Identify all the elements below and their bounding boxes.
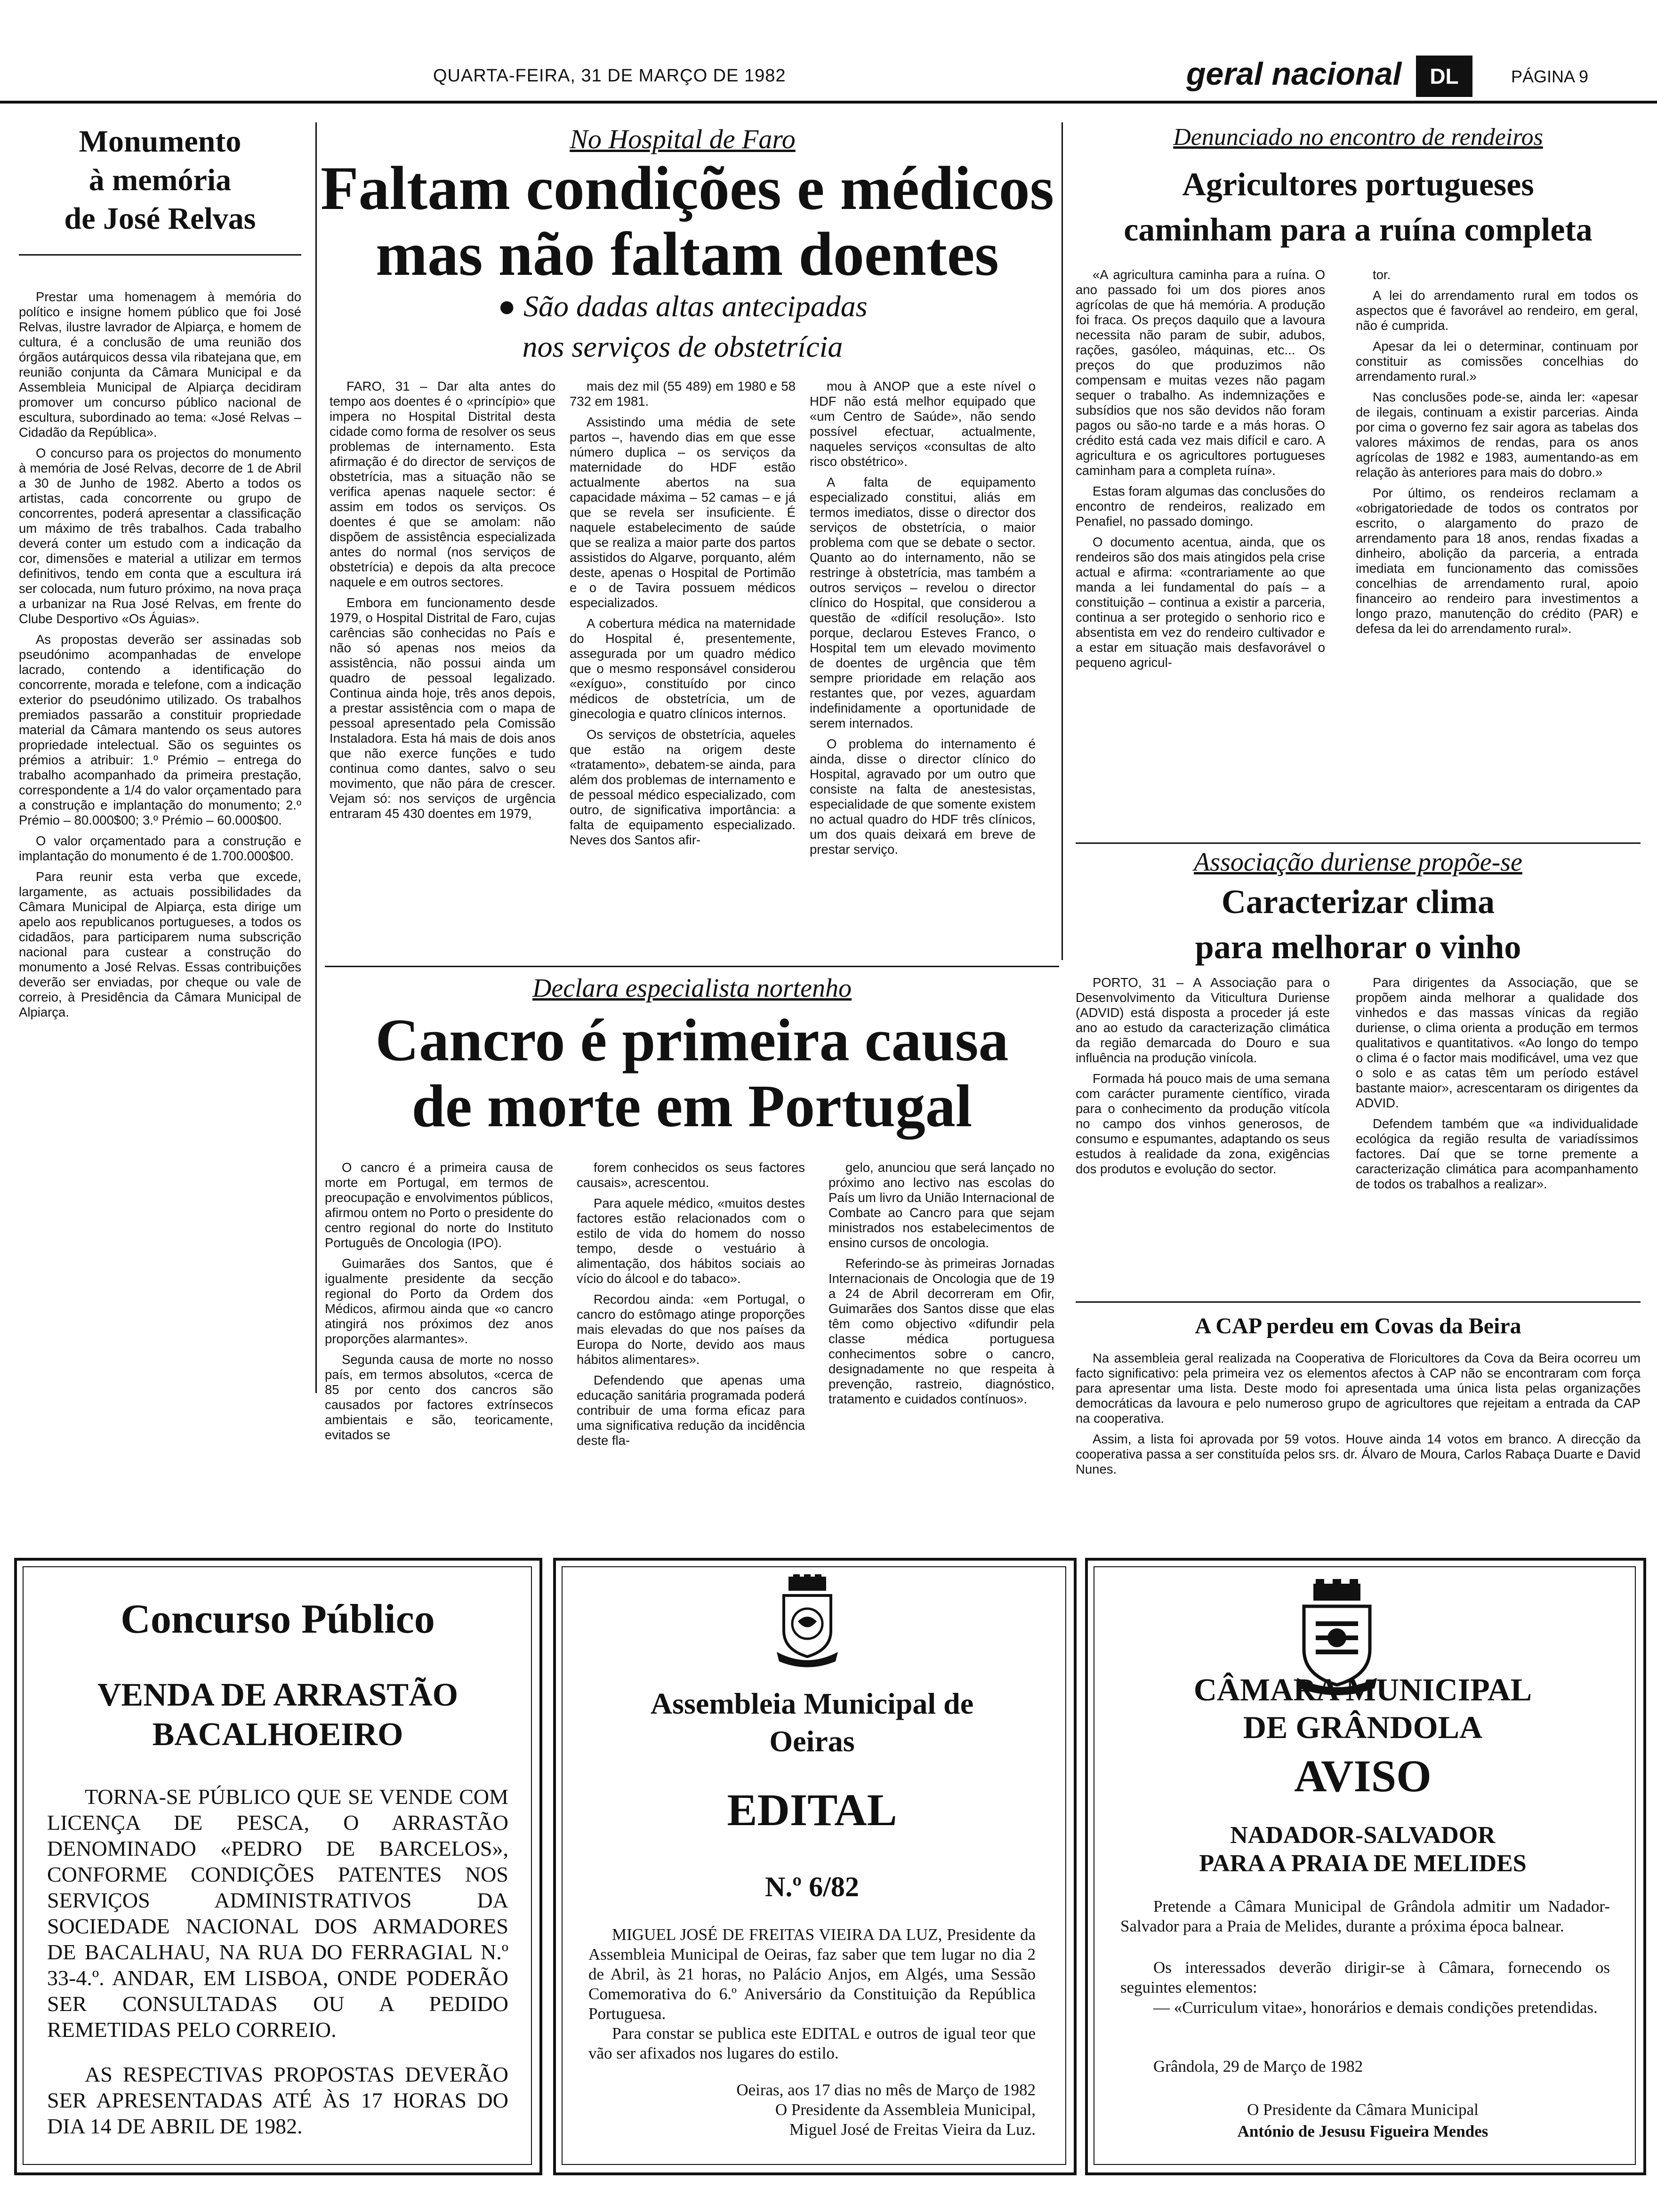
cancro-title-line1: Cancro é primeira causa (375, 1007, 1009, 1074)
oeiras-signer-name: Miguel José de Freitas Vieira da Luz. (789, 2120, 1036, 2139)
bullet-icon: ● (498, 289, 523, 323)
oeiras-body-2: Para constar se publica este EDITAL e outros de igual teor que vão ser afixados nos lugares do estilo. (588, 2024, 1036, 2062)
masthead-date: QUARTA-FEIRA, 31 DE MARÇO DE 1982 (433, 66, 786, 86)
clima-kicker: Associação duriense propõe-se (1194, 848, 1522, 877)
clima-headline (1071, 879, 1645, 970)
faro-subtitle-line1: São dadas altas antecipadas (523, 289, 868, 323)
paragraph: Para reunir esta verba que excede, largamente, as actuais possibilidades da Câmara Municipal de Alpiarça, esta dirige um apelo aos republicanos portugueses, a todos os cidadãos, para participarem numa subscrição nacional para custear a construção do monumento a José Relvas. Essas contribuições deverão ser enviadas, por cheque ou vale de correio, à Presidência da Câmara Municipal de Alpiarça. (19, 869, 301, 1019)
paragraph: PORTO, 31 – A Associação para o Desenvolvimento da Viticultura Duriense (ADVID) está disposta a proceder já este ano ao estudo da caracterização climática da região demarcada do Douro e sua influência na produção vinícola. (1076, 975, 1330, 1065)
paragraph: Referindo-se às primeiras Jornadas Internacionais de Oncologia que de 19 a 24 de Abril decorreram em Ofir, Guimarães dos Santos disse que elas têm como objectivo «difundir pela classe médica portuguesa conhecimentos sobre o cancro, designadamente no que respeita à prevenção, rastreio, diagnóstico, tratamento e cuidados contínuos». (828, 1256, 1054, 1406)
rendeiros-column-2 (1356, 267, 1638, 832)
clima-title-line1: Caracterizar clima (1221, 883, 1495, 921)
paragraph: Assistindo uma média de sete partos –, havendo dias em que esse número duplica – os serviços da maternidade do HDF estão actualmente abertos na sua capacidade máxima – 52 camas – e já que se revela ser insuficiente. É naquele estabelecimento de saúde que se realiza a maior parte dos partos assistidos do Algarve, porquanto, além deste, apenas o Hospital de Portimão e o de Tavira possuem médicos especializados. (570, 415, 796, 610)
faro-kicker: No Hospital de Faro (570, 124, 796, 154)
paragraph: Assim, a lista foi aprovada por 59 votos. Houve ainda 14 votos em branco. A direcção da cooperativa passa a ser constituída pelos srs. dr. Álvaro de Moura, Carlos Rabaça Duarte e David Nunes. (1076, 1432, 1641, 1476)
paragraph: Defendendo que apenas uma educação sanitária programada poderá contribuir de uma forma eficaz para uma significativa redução da incidência deste fla- (577, 1373, 805, 1448)
monumento-title-line3: de José Relvas (64, 201, 256, 236)
paragraph: A cobertura médica na maternidade do Hospital é, presentemente, assegurada por um quadro médico que o mesmo responsável considerou «exíguo», constituído por cinco médicos de obstetrícia, um de ginecologia e quatro clínicos internos. (570, 616, 796, 721)
grandola-signer-role: O Presidente da Câmara Municipal (1247, 2100, 1479, 2119)
page-number: PÁGINA 9 (1511, 67, 1589, 86)
paragraph: tor. (1373, 267, 1391, 282)
paragraph: forem conhecidos os seus factores causais», acrescentou. (577, 1160, 805, 1190)
oeiras-title-line1: Assembleia Municipal de (650, 1687, 974, 1720)
paragraph: Para dirigentes da Associação, que se propõem ainda melhorar a qualidade dos vinhedos e das massas vínicas da região duriense, o clima orienta a produção em termos qualitativos e quantitativos. «Ao longo do tempo o clima é o factor mais modificável, uma vez que o solo e as catas têm um período estável bastante maior», acrescentaram os dirigentes da ADVID. (1356, 975, 1638, 1110)
faro-column-3 (810, 379, 1036, 962)
paragraph: Na assembleia geral realizada na Cooperativa de Floricultores da Cova da Beira ocorreu um facto significativo: pela primeira vez os elementos afectos à CAP não se encontraram com força para apresentar uma lista. Deste modo foi apresentada uma única lista pelas organizações democráticas da lavoura e pelo numeroso grupo de agricultores que rejeitam a entrada da CAP na cooperativa. (1076, 1351, 1641, 1426)
oeiras-coat-of-arms-icon (772, 1574, 843, 1668)
grandola-subtitle (1097, 1821, 1629, 1878)
grandola-title (1097, 1671, 1629, 1746)
oeiras-title (565, 1685, 1059, 1760)
rendeiros-title-line1: Agricultores portugueses (1182, 167, 1534, 203)
faro-headline (320, 155, 1054, 287)
paragraph: Nas conclusões pode-se, ainda ler: «apesar de ilegais, continuam a existir parcerias. Ainda por cima o governo fez sair agora as tabelas dos valores máximos de rendas, para os anos agrícolas de 1982 e 1983, aumentando-as em relação às anteriores para mais do dobro.» (1356, 390, 1638, 480)
cancro-column-1 (325, 1160, 553, 1546)
cancro-column-2 (577, 1160, 805, 1546)
clima-title-line2: para melhorar o vinho (1195, 928, 1521, 966)
oeiras-signature (588, 2080, 1036, 2140)
paragraph: As propostas deverão ser assinadas sob pseudónimo acompanhadas de envelope lacrado, contendo a identificação do concorrente, morada e telefone, com a indicação exterior do pseudónimo utilizado. Os trabalhos premiados passarão a constituir propriedade material da Câmara mantendo os seus autores propriedade intelectual. São os seguintes os prémios a atribuir: 1.º Prémio – entrega do trabalho acompanhado da primeira prestação, correspondente a 1/4 do valor orçamentado para a construção e implantação do monumento; 2.º Prémio – 80.000$00; 3.º Prémio – 60.000$00. (19, 632, 301, 827)
clima-column-2 (1356, 975, 1638, 1295)
paragraph: Defendem também que «a individualidade ecológica da região resulta de variadíssimos factores. Daí que se torne premente a caracterização climática para acompanhamento de todos os trabalhos a realizar». (1356, 1116, 1638, 1191)
grandola-title-line2: DE GRÂNDOLA (1243, 1709, 1483, 1745)
paragraph: «A agricultura caminha para a ruína. O ano passado foi um dos piores anos agrícolas de que há memória. A produção foi fraca. Os preços daquilo que a lavoura necessita não param de subir, adubos, rações, gasóleo, máquinas, etc... Os preços do que produzimos não compensam e muitas vezes não pagam sequer o trabalho. As indemnizações e subsídios que nos são devidos não foram pagos ou são-no tarde e a más horas. O crédito está cada vez mais difícil e caro. A agricultura e os agricultores portugueses caminham para a completa ruína». (1076, 267, 1325, 478)
grandola-date: Grândola, 29 de Março de 1982 (1153, 2057, 1363, 2076)
cap-headline: A CAP perdeu em Covas da Beira (1195, 1314, 1521, 1338)
grandola-signer-name: António de Jesusu Figueira Mendes (1237, 2122, 1488, 2140)
paragraph: Recordou ainda: «em Portugal, o cancro do estômago atinge proporções mais elevadas do que nos países da Europa do Norte, devido aos maus hábitos alimentares». (577, 1292, 805, 1367)
grandola-subtitle-line1: NADADOR-SALVADOR (1230, 1822, 1496, 1849)
monumento-rule (19, 254, 301, 256)
paragraph: mou à ANOP que a este nível o HDF não está melhor equipado que «um Centro de Saúde», não sendo possível efectuar, actualmente, naqueles serviços «consultas de alto risco obstétrico». (810, 379, 1036, 469)
rendeiros-title-line2: caminham para a ruína completa (1124, 212, 1593, 248)
paragraph: O valor orçamentado para a construção e implantação do monumento é de 1.700.000$00. (19, 834, 301, 863)
monumento-title-line1: Monumento (79, 124, 241, 159)
paragraph: Apesar da lei o determinar, continuam por constituir as comissões concelhias do arrendamento rural.» (1356, 339, 1638, 384)
cancro-title-line2: de morte em Portugal (411, 1073, 973, 1139)
grandola-aviso: AVISO (1294, 1751, 1432, 1801)
paragraph: A falta de equipamento especializado constitui, aliás em termos imediatos, disse o director dos serviços de obstetrícia, o maior problema com que se debate o sector. Quanto ao do internamento, não se restringe à obstetrícia, mas também a outros serviços – revelou o director clínico do Hospital, que considerou a questão de «difícil resolução». Isto porque, declarou Esteves Franco, o Hospital tem um elevado movimento de doentes de urgência que têm sempre prioridade em relação aos restantes que, por vezes, aguardam indefinidamente a oportunidade de serem internados. (810, 475, 1036, 730)
clima-column-1 (1076, 975, 1330, 1295)
grandola-body-2: Os interessados deverão dirigir-se à Câmara, fornecendo os seguintes elementos: (1120, 1958, 1610, 1996)
cancro-column-3 (828, 1160, 1054, 1546)
faro-column-1 (330, 379, 555, 962)
cap-body (1076, 1351, 1641, 1558)
oeiras-body: MIGUEL JOSÉ DE FREITAS VIEIRA DA LUZ, Presidente da Assembleia Municipal de Oeiras, faz saber que tem lugar no dia 2 de Abril, às 21 horas, no Palácio Anjos, em Algés, uma Sessão Comemorativa do 6.º Aniversário da Constituição da República Portuguesa. (588, 1925, 1036, 2023)
rendeiros-headline (1071, 162, 1645, 253)
newspaper-logo: DL (1416, 56, 1472, 97)
section-brand: geral nacional (1186, 56, 1402, 92)
concurso-subtitle-line2: BACALHOEIRO (152, 1716, 403, 1753)
paragraph: Estas foram algumas das conclusões do encontro de rendeiros, realizado em Penafiel, no passado domingo. (1076, 484, 1325, 529)
rendeiros-kicker: Denunciado no encontro de rendeiros (1173, 124, 1543, 151)
oeiras-title-line2: Oeiras (769, 1724, 855, 1758)
faro-subtitle (330, 286, 1036, 367)
concurso-body: TORNA-SE PÚBLICO QUE SE VENDE COM LICENÇA DE PESCA, O ARRASTÃO DENOMINADO «PEDRO DE BARCELOS», CONFORME CONDIÇÕES PATENTES NOS SERVIÇOS ADMINISTRATIVOS DA SOCIEDADE NACIONAL DOS ARMADORES DE BACALHAU, NA RUA DO FERRAGIAL N.º 33-4.º. ANDAR, EM LISBOA, ONDE PODERÃO SER CONSULTADAS OU A PEDIDO REMETIDAS PELO CORREIO. (47, 1785, 508, 2042)
faro-column-2 (570, 379, 796, 962)
grandola-title-line1: CÂMARA MUNICIPAL (1193, 1672, 1532, 1707)
cancro-headline (325, 1007, 1059, 1139)
paragraph: Prestar uma homenagem à memória do político e insigne homem público que foi José Relvas, ilustre lavrador de Alpiarça, e homem de cultura, é a conclusão de uma reunião dos órgãos autárquicos dessa vila ribatejana que, em reunião conjunta da Câmara Municipal e da Assembleia Municipal de Alpiarça decidiram promover um concurso público nacional de escultura, subordinado ao tema: «José Relvas – Cidadão da República». (19, 289, 301, 440)
faro-title-line2: mas não faltam doentes (376, 219, 999, 289)
grandola-subtitle-line2: PARA A PRAIA DE MELIDES (1199, 1850, 1527, 1877)
paragraph: Para aquele médico, «muitos destes factores estão relacionados com o estilo de vida do homem do nosso tempo, desde o vestuário à alimentação, dos hábitos sociais ao vício do álcool e do tabaco». (577, 1196, 805, 1286)
rendeiros-column-1 (1076, 267, 1325, 832)
section-rule (1076, 1301, 1641, 1303)
paragraph: O concurso para os projectos do monumento à memória de José Relvas, decorre de 1 de Abril a 30 de Junho de 1982. Aberto a todos os artistas, cada concorrente ou grupo de concorrentes, poderá apresentar a classificação um máximo de três trabalhos. Cada trabalho deverá conter um estudo com a indicação da cor, dimensões e material a utilizar em termos definitivos, tendo em conta que a escultura irá ser colocada, num futuro próximo, na nova praça a urbanizar na Rua José Relvas, em frente do Clube Desportivo «Os Águias». (19, 446, 301, 626)
oeiras-edital: EDITAL (727, 1785, 897, 1835)
paragraph: A lei do arrendamento rural em todos os aspectos que é favorável ao rendeiro, em geral, não é cumprida. (1356, 288, 1638, 333)
oeiras-date: Oeiras, aos 17 dias no mês de Março de 1982 (736, 2081, 1036, 2099)
concurso-subtitle (28, 1675, 527, 1755)
grandola-signature (1097, 2099, 1629, 2142)
oeiras-number: N.º 6/82 (765, 1871, 859, 1902)
grandola-body: Pretende a Câmara Municipal de Grândola admitir um Nadador-Salvador para a Praia de Melides, durante a próxima época balnear. (1120, 1897, 1610, 1935)
monumento-body (19, 289, 301, 1386)
paragraph: O documento acentua, ainda, que os rendeiros são dos mais atingidos pela crise actual e afirma: «contrariamente ao que manda a lei fundamental do país – a constituição – continua a existir a parceria, continua a ser protegido o senhorio rico e absentista em vez do rendeiro cultivador e a estar em situação mais desfavorável o pequeno agricul- (1076, 535, 1325, 670)
faro-title-line1: Faltam condições e médicos (320, 153, 1054, 223)
paragraph: Os serviços de obstetrícia, aqueles que estão na origem deste «tratamento», debatem-se ainda, para além dos problemas de internamento e de pessoal médico especializado, com outro, de significativa importância: a falta de equipamento especializado. Neves dos Santos afir- (570, 727, 796, 847)
paragraph: O cancro é a primeira causa de morte em Portugal, em termos de preocupação e envolvimentos públicos, afirmou ontem no Porto o presidente do centro regional do norte do Instituto Português de Oncologia (IPO). (325, 1160, 553, 1250)
paragraph: O problema do internamento é ainda, disse o director clínico do Hospital, agravado por um outro que consiste na falta de anestesistas, especialidade de que somente existem no actual quadro do HDF três clínicos, um dos quais deixará em breve de prestar serviço. (810, 737, 1036, 857)
oeiras-signer-role: O Presidente da Assembleia Municipal, (775, 2100, 1036, 2119)
column-divider (1062, 122, 1063, 960)
cancro-kicker: Declara especialista nortenho (532, 974, 852, 1003)
section-rule (1076, 842, 1641, 844)
monumento-headline (14, 122, 306, 238)
concurso-subtitle-line1: VENDA DE ARRASTÃO (97, 1677, 458, 1713)
paragraph: Formada há pouco mais de uma semana com carácter puramente científico, virada para o conhecimento da produção vitícola no campo dos vinhos generosos, de consumo e espumantes, adaptando os seus estudos à realidade da zona, exigências dos produtos e evolução do sector. (1076, 1071, 1330, 1176)
concurso-deadline: AS RESPECTIVAS PROPOSTAS DEVERÃO SER APRESENTADAS ATÉ ÀS 17 HORAS DO DIA 14 DE ABRIL DE 1982. (47, 2062, 508, 2138)
concurso-title: Concurso Público (121, 1596, 435, 1642)
column-divider (315, 122, 317, 1393)
grandola-body-3: — «Curriculum vitae», honorários e demais condições pretendidas. (1153, 1998, 1598, 2017)
paragraph: mais dez mil (55 489) em 1980 e 58 732 em 1981. (570, 379, 796, 409)
paragraph: gelo, anunciou que será lançado no próximo ano lectivo nas escolas do País um livro da União Internacional de Combate ao Cancro para que sejam ministrados nos estabelecimentos de ensino cursos de oncologia. (828, 1160, 1054, 1250)
paragraph: FARO, 31 – Dar alta antes do tempo aos doentes é o «princípio» que impera no Hospital Distrital desta cidade como forma de resolver os seus problemas de internamento. Esta afirmação é do director de serviços de obstetrícia, mas a situação não se verifica apenas naquele sector: é assim em todos os serviços. Os doentes é que se amolam: não dispõem de assistência especializada antes do normal (nos serviços de obstetrícia) e depois da alta precoce naquele e em outros sectores. (330, 379, 555, 589)
paragraph: Por último, os rendeiros reclamam a «obrigatoriedade de todos os contratos por escrito, o alargamento do prazo de arrendamento para 18 anos, rendas fixadas a dinheiro, abolição da parceria, a entrada imediata em funcionamento das comissões concelhias de arrendamento rural, apoio financeiro ao rendeiro para investimentos a longo prazo, manutenção do crédito (PAR) e defesa da lei do arrendamento rural». (1356, 486, 1638, 636)
faro-subtitle-line2: nos serviços de obstetrícia (522, 330, 843, 363)
header-rule (0, 101, 1657, 104)
paragraph: Embora em funcionamento desde 1979, o Hospital Distrital de Faro, cujas carências são conhecidas no País e não só apenas nos meios da assistência, não possui ainda um quadro de pessoal legalizado. Continua ainda hoje, três anos depois, a prestar assistência com o mapa de pessoal apresentado pela Comissão Instaladora. Esta há mais de dois anos que não exerce funções e tudo continua como dantes, salvo o seu movimento, que não pára de crescer. Vejam só: nos serviços de urgência entraram 45 430 doentes em 1979, (330, 595, 555, 821)
section-rule (325, 966, 1059, 967)
monumento-title-line2: à memória (88, 163, 232, 197)
paragraph: Segunda causa de morte no nosso país, em termos absolutos, «cerca de 85 por cento dos cancros são causados por factores extrínsecos ambientais e são, teoricamente, evitados se (325, 1352, 553, 1442)
paragraph: Guimarães dos Santos, que é igualmente presidente da secção regional do Porto da Ordem dos Médicos, afirmou ainda que «o cancro atingirá nos próximos dez anos proporções alarmantes». (325, 1256, 553, 1346)
